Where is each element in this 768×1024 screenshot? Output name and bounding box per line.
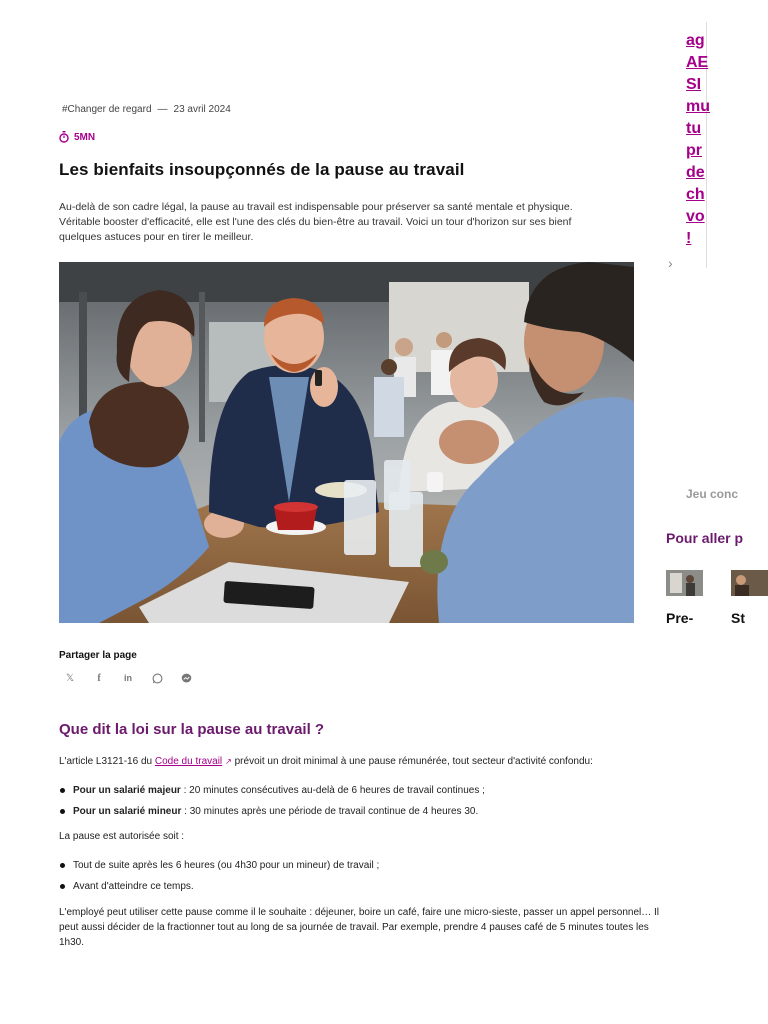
rules-list: [59, 783, 711, 825]
promo-word: mu: [686, 98, 710, 115]
intro-line: quelques astuces pour en tirer le meilleur.: [59, 231, 254, 243]
list-item-bold: Pour un salarié majeur: [73, 785, 181, 796]
list-item: Tout de suite après les 6 heures (ou 4h30 pour un mineur) de travail ;: [59, 858, 711, 879]
list-item-text: : 30 minutes après une période de travail continue de 4 heures 30.: [181, 806, 479, 817]
share-bar: [62, 671, 194, 685]
promo-word: ch: [686, 186, 705, 203]
promo-text[interactable]: [686, 30, 710, 250]
law-text-after: prévoit un droit minimal à une pause rémunérée, tout secteur d'activité confondu:: [231, 756, 593, 767]
pause-paragraph: La pause est autorisée soit :: [59, 831, 185, 842]
jeu-concours-label[interactable]: Jeu conc: [686, 487, 739, 501]
whatsapp-icon[interactable]: [149, 671, 165, 685]
facebook-icon[interactable]: f: [97, 672, 101, 684]
promo-word: vo: [686, 208, 705, 225]
pour-aller-plus-loin-heading: Pour aller p: [666, 530, 744, 546]
side-promo-card[interactable]: [666, 22, 710, 271]
promo-word: tu: [686, 120, 702, 137]
intro-line: Véritable booster d'efficacité, elle est l'une des clés du bien-être au travail. Voici un tour d'horizon sur ses bienf: [59, 216, 572, 228]
usage-line: L'employé peut utiliser cette pause comme il le souhaite : déjeuner, boire un café, faire une micro-sieste, passer un appel personnel… Il: [59, 907, 660, 918]
promo-word: !: [686, 230, 692, 247]
list-item: [59, 783, 711, 804]
related-thumbnail[interactable]: [731, 570, 768, 596]
pause-list: [59, 858, 711, 900]
messenger-icon[interactable]: [178, 671, 194, 685]
linkedin-icon[interactable]: in: [124, 673, 132, 683]
code-du-travail-link[interactable]: Code du travail: [154, 756, 223, 767]
promo-word: SI: [686, 76, 702, 93]
share-title: Partager la page: [59, 650, 137, 661]
read-time-label: 5MN: [74, 131, 96, 143]
page-title: Les bienfaits insoupçonnés de la pause au travail: [59, 160, 465, 179]
chevron-right-icon[interactable]: ›: [668, 255, 673, 271]
law-text-before: L'article L3121-16 du: [59, 756, 155, 767]
list-item-bold: Pour un salarié mineur: [73, 806, 182, 817]
stopwatch-icon: [59, 131, 69, 143]
list-item-text: : 20 minutes consécutives au-delà de 6 heures de travail continues ;: [180, 785, 485, 796]
list-item: Avant d'atteindre ce temps.: [59, 879, 711, 900]
law-paragraph: [59, 754, 711, 769]
usage-line: peut aussi décider de la fractionner tout au long de sa journée de travail. Par exemple, prendre 4 pauses café de 5 minutes toutes les: [59, 922, 649, 933]
promo-word: pr: [686, 142, 702, 159]
promo-word: ag: [686, 32, 705, 49]
meta-separator: —: [157, 104, 168, 115]
related-title[interactable]: St: [731, 610, 745, 626]
promo-word: AE: [686, 54, 709, 71]
article-intro: [59, 200, 667, 245]
usage-line: 1h30.: [59, 937, 85, 948]
read-time: [59, 131, 95, 143]
promo-word: de: [686, 164, 705, 181]
x-icon[interactable]: 𝕏: [65, 672, 75, 684]
hero-image: [59, 262, 634, 623]
intro-line: Au-delà de son cadre légal, la pause au travail est indispensable pour préserver sa santé mentale et physique.: [59, 201, 573, 213]
section-heading: Que dit la loi sur la pause au travail ?: [59, 721, 325, 738]
article-tag[interactable]: #Changer de regard: [62, 104, 152, 115]
list-item: [59, 804, 711, 825]
usage-paragraph: [59, 905, 711, 950]
related-thumbnail[interactable]: [666, 570, 703, 596]
related-title[interactable]: Pre-: [666, 610, 694, 626]
article-date: 23 avril 2024: [173, 104, 231, 115]
article-meta: [62, 104, 231, 115]
external-link-icon: ↗: [225, 757, 232, 766]
